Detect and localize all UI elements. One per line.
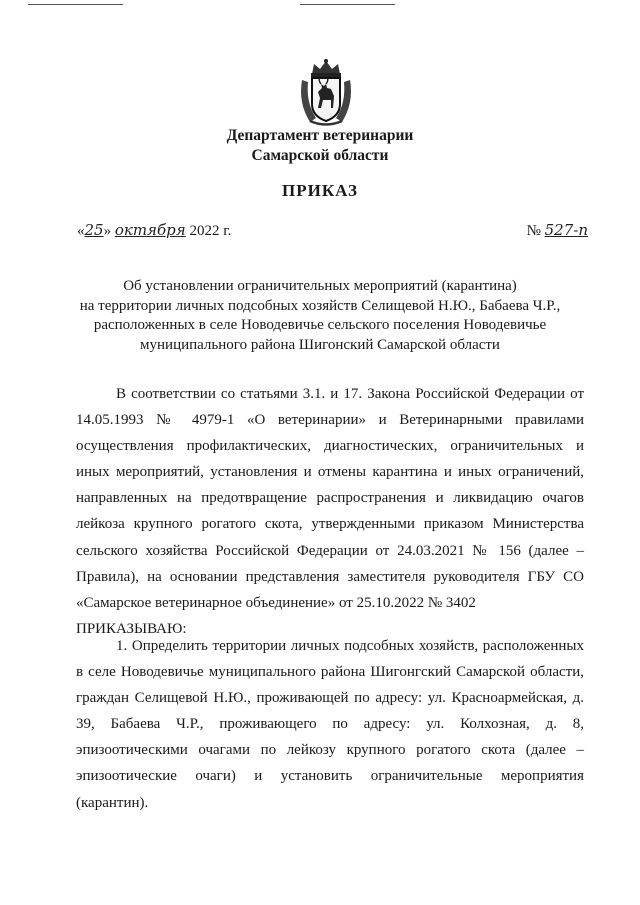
department-name bbox=[0, 126, 640, 166]
date-close-quote: » bbox=[103, 223, 112, 239]
date-month: октября bbox=[114, 221, 186, 239]
number-prefix: № bbox=[526, 223, 541, 239]
scan-mark bbox=[300, 4, 395, 5]
preamble-paragraph bbox=[76, 381, 584, 642]
subject-line-3: расположенных в селе Новодевичье сельского поселения Новодевичье bbox=[93, 317, 547, 333]
subject-line-4: муниципального района Шигонский Самарской области bbox=[140, 336, 500, 353]
samara-coat-of-arms-icon bbox=[296, 58, 356, 128]
date-day: 25 bbox=[84, 221, 104, 239]
department-line-2: Самарской области bbox=[251, 147, 389, 164]
department-line-1: Департамент ветеринарии bbox=[226, 127, 414, 144]
order-date bbox=[77, 221, 231, 240]
item-1-paragraph: 1. Определить территории личных подсобных хозяйств, расположенных в селе Новодевичье муниципального района Шигонгский Самарской области, граждан Селищевой Н.Ю., проживающей по адресу: ул. Красноармейская, д. 39, Бабаева Ч.Р., проживающего по адресу: ул. Колхозная, д. 8, эпизоотическими очагами по лейкозу крупного рогатого скота (далее – эпизоотические очаги) и установить ограничительные мероприятия (карантин). bbox=[76, 638, 584, 811]
order-subject bbox=[60, 277, 580, 355]
number-value: 527-п bbox=[544, 221, 588, 239]
command-word: ПРИКАЗЫВАЮ: bbox=[76, 620, 187, 637]
document-type-title: ПРИКАЗ bbox=[282, 181, 358, 200]
scan-mark bbox=[28, 4, 123, 5]
subject-line-2: на территории личных подсобных хозяйств Селищевой Н.Ю., Бабаева Ч.Р., bbox=[79, 297, 561, 314]
date-open-quote: « bbox=[77, 223, 85, 239]
preamble-text: В соответствии со статьями 3.1. и 17. Закона Российской Федерации от 14.05.1993 № 4979-1 «О ветеринарии» и Ветеринарными правилами осуществления профилактических, диагностических, ограничительных и иных мероприятий, установления и отмены карантина и иных ограничений, направленных на предотвращение распространения и ликвидацию очагов лейкоза крупного рогатого скота, утвержденными приказом Министерства сельского хозяйства Российской Федерации от 24.03.2021 № 156 (далее – Правила), на основании представления заместителя руководителя ГБУ СО «Самарское ветеринарное объединение» от 25.10.2022 № 3402 bbox=[76, 386, 584, 611]
subject-line-1: Об установлении ограничительных мероприятий (карантина) bbox=[123, 278, 517, 294]
order-number bbox=[527, 221, 588, 240]
date-year: 2022 г. bbox=[189, 223, 232, 239]
